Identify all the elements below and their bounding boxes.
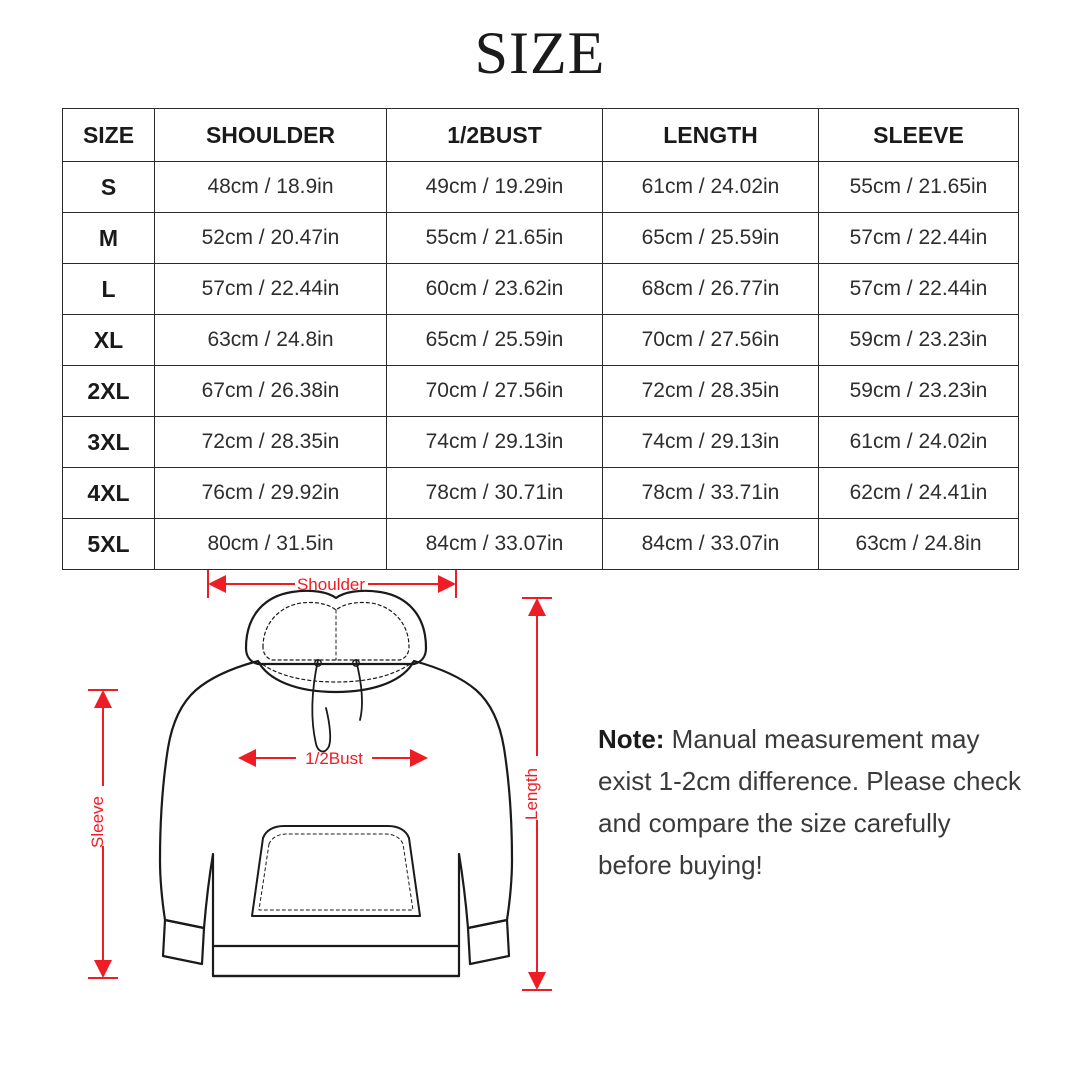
hoodie-illustration bbox=[160, 591, 512, 976]
cell-length: 72cm / 28.35in bbox=[603, 366, 819, 417]
cell-bust: 78cm / 30.71in bbox=[387, 468, 603, 519]
measure-label-sleeve: Sleeve bbox=[88, 796, 107, 848]
cell-size: XL bbox=[63, 315, 155, 366]
cell-size: 3XL bbox=[63, 417, 155, 468]
cell-shoulder: 72cm / 28.35in bbox=[155, 417, 387, 468]
measure-label-length: Length bbox=[522, 768, 541, 820]
measure-label-half-bust: 1/2Bust bbox=[305, 749, 363, 768]
table-row bbox=[63, 417, 1019, 468]
table-header-row bbox=[63, 109, 1019, 162]
cell-sleeve: 62cm / 24.41in bbox=[819, 468, 1019, 519]
cell-length: 61cm / 24.02in bbox=[603, 162, 819, 213]
cell-sleeve: 55cm / 21.65in bbox=[819, 162, 1019, 213]
cell-shoulder: 57cm / 22.44in bbox=[155, 264, 387, 315]
column-header-length: LENGTH bbox=[603, 109, 819, 162]
cell-size: 2XL bbox=[63, 366, 155, 417]
note-label: Note: bbox=[598, 724, 665, 754]
cell-size: 4XL bbox=[63, 468, 155, 519]
note-body: Manual measurement may exist 1-2cm difference. Please check and compare the size carefully before buying! bbox=[598, 724, 1021, 881]
cell-length: 68cm / 26.77in bbox=[603, 264, 819, 315]
size-chart-table-wrapper bbox=[62, 108, 1018, 570]
table-row bbox=[63, 468, 1019, 519]
page-title: SIZE bbox=[474, 20, 606, 86]
cell-bust: 60cm / 23.62in bbox=[387, 264, 603, 315]
cell-sleeve: 59cm / 23.23in bbox=[819, 366, 1019, 417]
cell-size: 5XL bbox=[63, 519, 155, 570]
cell-shoulder: 67cm / 26.38in bbox=[155, 366, 387, 417]
column-header-bust: 1/2BUST bbox=[387, 109, 603, 162]
cell-bust: 55cm / 21.65in bbox=[387, 213, 603, 264]
table-row bbox=[63, 162, 1019, 213]
cell-sleeve: 57cm / 22.44in bbox=[819, 264, 1019, 315]
cell-bust: 84cm / 33.07in bbox=[387, 519, 603, 570]
cell-size: L bbox=[63, 264, 155, 315]
cell-sleeve: 63cm / 24.8in bbox=[819, 519, 1019, 570]
cell-shoulder: 48cm / 18.9in bbox=[155, 162, 387, 213]
cell-bust: 70cm / 27.56in bbox=[387, 366, 603, 417]
cell-sleeve: 57cm / 22.44in bbox=[819, 213, 1019, 264]
cell-shoulder: 63cm / 24.8in bbox=[155, 315, 387, 366]
measure-label-shoulder: Shoulder bbox=[296, 575, 366, 594]
cell-length: 78cm / 33.71in bbox=[603, 468, 819, 519]
cell-sleeve: 59cm / 23.23in bbox=[819, 315, 1019, 366]
table-row bbox=[63, 366, 1019, 417]
cell-length: 74cm / 29.13in bbox=[603, 417, 819, 468]
note-text bbox=[598, 718, 1028, 886]
cell-shoulder: 52cm / 20.47in bbox=[155, 213, 387, 264]
cell-bust: 65cm / 25.59in bbox=[387, 315, 603, 366]
cell-length: 65cm / 25.59in bbox=[603, 213, 819, 264]
column-header-shoulder: SHOULDER bbox=[155, 109, 387, 162]
hoodie-measurement-diagram bbox=[60, 548, 580, 1018]
cell-shoulder: 76cm / 29.92in bbox=[155, 468, 387, 519]
cell-shoulder: 80cm / 31.5in bbox=[155, 519, 387, 570]
cell-bust: 49cm / 19.29in bbox=[387, 162, 603, 213]
column-header-sleeve: SLEEVE bbox=[819, 109, 1019, 162]
cell-length: 84cm / 33.07in bbox=[603, 519, 819, 570]
column-header-size: SIZE bbox=[63, 109, 155, 162]
cell-bust: 74cm / 29.13in bbox=[387, 417, 603, 468]
cell-sleeve: 61cm / 24.02in bbox=[819, 417, 1019, 468]
table-row bbox=[63, 213, 1019, 264]
cell-length: 70cm / 27.56in bbox=[603, 315, 819, 366]
cell-size: M bbox=[63, 213, 155, 264]
cell-size: S bbox=[63, 162, 155, 213]
table-row bbox=[63, 264, 1019, 315]
table-row bbox=[63, 315, 1019, 366]
size-chart-table bbox=[62, 108, 1019, 570]
